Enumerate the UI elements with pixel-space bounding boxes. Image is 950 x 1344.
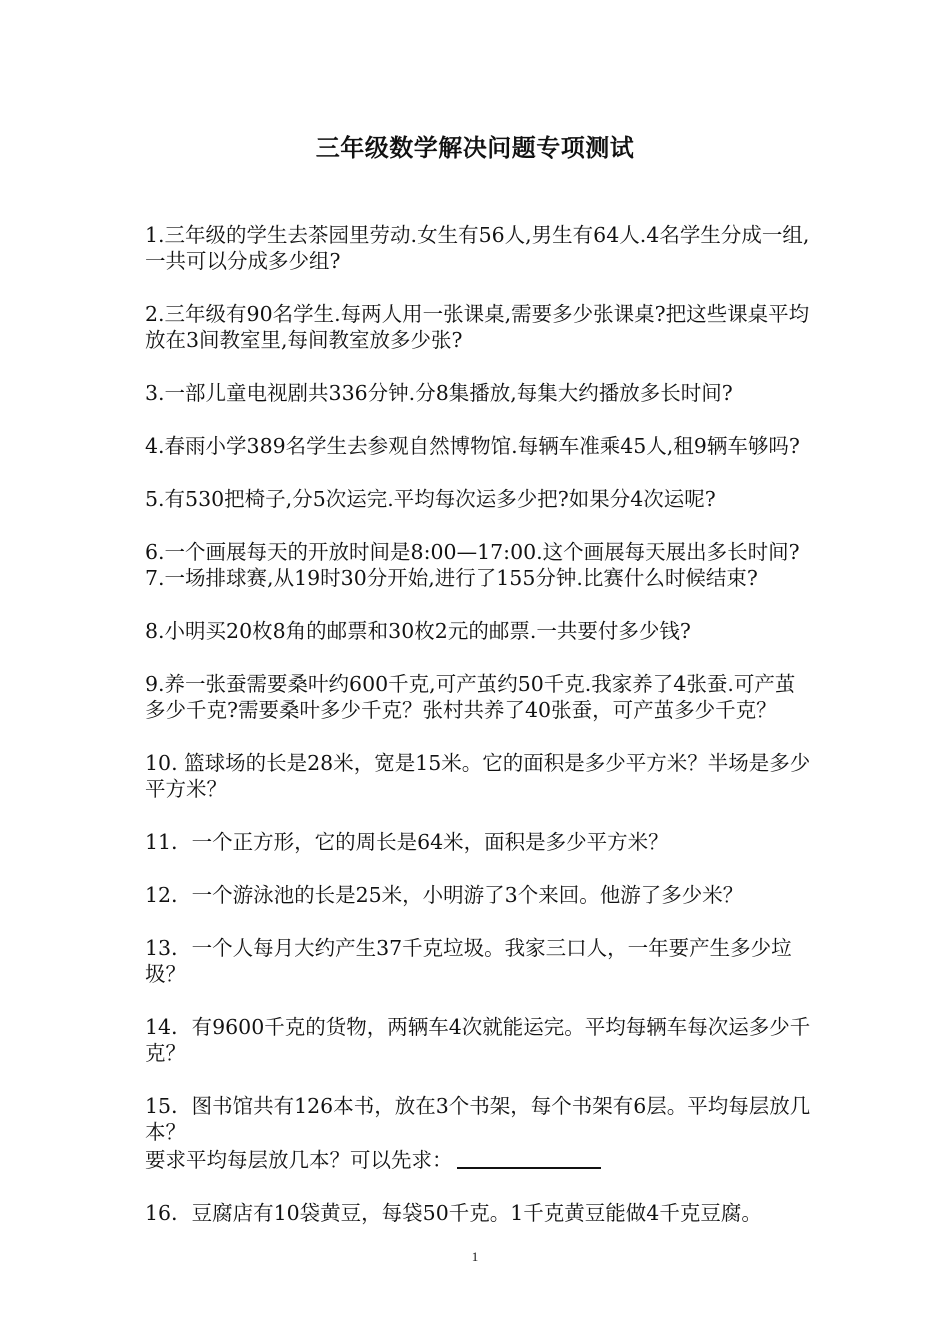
- question-6: 6.一个画展每天的开放时间是8:00—17:00.这个画展每天展出多长时间?: [145, 540, 800, 564]
- question-16: 16．豆腐店有10袋黄豆，每袋50千克。1千克黄豆能做4千克豆腐。: [145, 1201, 762, 1225]
- question-list: [145, 222, 815, 1226]
- question-15-block: [145, 1093, 815, 1173]
- sub-prompt-text: 要求平均每层放几本？可以先求：: [145, 1148, 453, 1172]
- question-3: 3.一部儿童电视剧共336分钟.分8集播放,每集大约播放多长时间?: [145, 381, 733, 405]
- answer-blank[interactable]: [457, 1145, 601, 1169]
- question-9: 9.养一张蚕需要桑叶约600千克,可产茧约50千克.我家养了4张蚕.可产茧多少千克?需要桑叶多少千克？张村共养了40张蚕，可产茧多少千克？: [145, 672, 796, 722]
- question-2: 2.三年级有90名学生.每两人用一张课桌,需要多少张课桌?把这些课桌平均放在3间教室里,每间教室放多少张?: [145, 302, 810, 352]
- question-1: 1.三年级的学生去茶园里劳动.女生有56人,男生有64人.4名学生分成一组,一共可以分成多少组?: [145, 223, 810, 273]
- page-number: 1: [471, 1249, 479, 1264]
- question-11: 11．一个正方形，它的周长是64米，面积是多少平方米？: [145, 830, 669, 854]
- question-10: 10. 篮球场的长是28米，宽是15米。它的面积是多少平方米？半场是多少平方米？: [145, 751, 811, 801]
- question-7: 7.一场排球赛,从19时30分开始,进行了155分钟.比赛什么时候结束?: [145, 566, 758, 590]
- question-5: 5.有530把椅子,分5次运完.平均每次运多少把?如果分4次运呢?: [145, 487, 716, 511]
- question-4: 4.春雨小学389名学生去参观自然博物馆.每辆车准乘45人,租9辆车够吗?: [145, 434, 800, 458]
- question-12: 12．一个游泳池的长是25米，小明游了3个来回。他游了多少米？: [145, 883, 744, 907]
- question-13: 13．一个人每月大约产生37千克垃圾。我家三口人，一年要产生多少垃圾？: [145, 936, 792, 986]
- question-8: 8.小明买20枚8角的邮票和30枚2元的邮票.一共要付多少钱?: [145, 619, 691, 643]
- question-15-sub-prompt: [145, 1145, 815, 1173]
- question-15: 15．图书馆共有126本书，放在3个书架，每个书架有6层。平均每层放几本？: [145, 1094, 811, 1144]
- page-title: 三年级数学解决问题专项测试: [315, 133, 635, 162]
- question-14: 14．有9600千克的货物，两辆车4次就能运完。平均每辆车每次运多少千克？: [145, 1015, 811, 1065]
